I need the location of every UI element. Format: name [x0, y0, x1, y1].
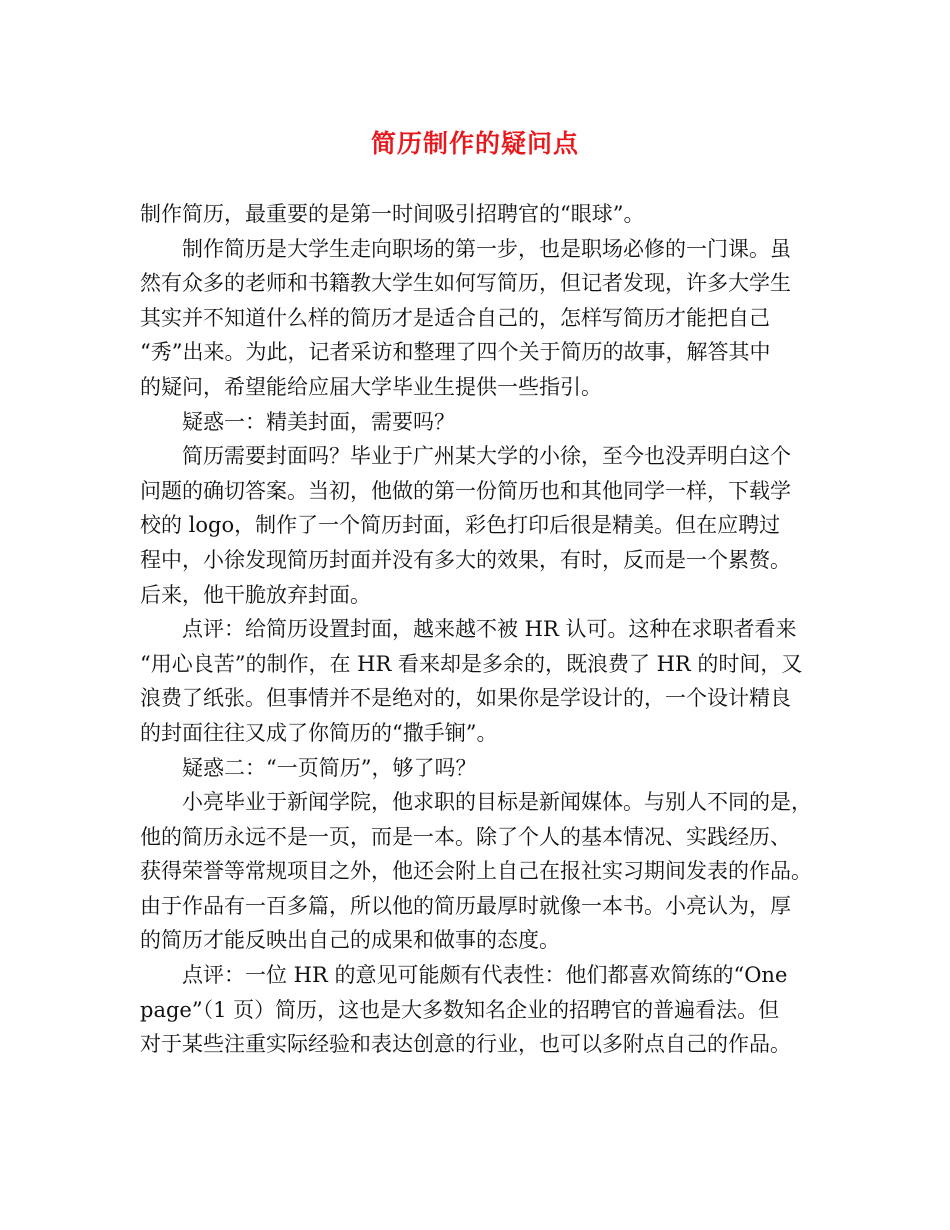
question-one-heading	[140, 405, 812, 440]
text-line: 然有众多的老师和书籍教大学生如何写简历，但记者发现，许多大学生	[140, 271, 791, 296]
paragraph-intro	[140, 197, 812, 232]
text-line: 点评：一位 HR 的意见可能颇有代表性：他们都喜欢简练的“One	[182, 963, 788, 988]
document-title: 简历制作的疑问点	[370, 129, 579, 158]
text-line: 小亮毕业于新闻学院，他求职的目标是新闻媒体。与别人不同的是，	[182, 790, 812, 815]
text-line: 他的简历永远不是一页，而是一本。除了个人的基本情况、实践经历、	[140, 824, 791, 849]
paragraph-comment-one	[140, 612, 812, 750]
text-line: page”（1 页）简历，这也是大多数知名企业的招聘官的普遍看法。但	[140, 997, 780, 1022]
text-line: 点评：给简历设置封面，越来越不被 HR 认可。这种在求职者看来	[182, 617, 797, 642]
text-line: 的封面往往又成了你简历的“撒手锏”。	[140, 720, 498, 745]
text-line: 制作简历，最重要的是第一时间吸引招聘官的“眼球”。	[140, 202, 645, 226]
text-line: 后来，他干脆放弃封面。	[140, 582, 371, 607]
text-line: “用心良苦”的制作，在 HR 看来却是多余的，既浪费了 HR 的时间，又	[140, 651, 803, 676]
text-line: 的疑问，希望能给应届大学毕业生提供一些指引。	[140, 374, 602, 399]
question-two-heading	[140, 751, 812, 786]
text-line: 问题的确切答案。当初，他做的第一份简历也和其他同学一样，下载学	[140, 478, 791, 503]
text-line: “秀”出来。为此，记者采访和整理了四个关于简历的故事，解答其中	[140, 340, 771, 365]
document-body	[140, 197, 812, 1062]
text-line: 浪费了纸张。但事情并不是绝对的，如果你是学设计的，一个设计精良	[140, 686, 791, 711]
text-line: 疑惑一：精美封面，需要吗？	[182, 409, 455, 434]
text-line: 疑惑二：“一页简历”，够了吗？	[182, 755, 477, 780]
text-line: 制作简历是大学生走向职场的第一步，也是职场必修的一门课。虽	[182, 236, 791, 261]
paragraph-background	[140, 232, 812, 405]
text-line: 对于某些注重实际经验和表达创意的行业，也可以多附点自己的作品。	[140, 1032, 791, 1057]
paragraph-comment-two	[140, 958, 812, 1062]
paragraph-story-two	[140, 785, 812, 958]
text-line: 校的 logo，制作了一个简历封面，彩色打印后很是精美。但在应聘过	[140, 513, 781, 538]
text-line: 获得荣誉等常规项目之外，他还会附上自己在报社实习期间发表的作品。	[140, 859, 812, 884]
text-line: 的简历才能反映出自己的成果和做事的态度。	[140, 928, 560, 953]
text-line: 由于作品有一百多篇，所以他的简历最厚时就像一本书。小亮认为，厚	[140, 893, 791, 918]
text-line: 简历需要封面吗？毕业于广州某大学的小徐，至今也没弄明白这个	[182, 444, 791, 469]
paragraph-story-one	[140, 439, 812, 612]
text-line: 其实并不知道什么样的简历才是适合自己的，怎样写简历才能把自己	[140, 305, 770, 330]
text-line: 程中，小徐发现简历封面并没有多大的效果，有时，反而是一个累赘。	[140, 547, 791, 572]
